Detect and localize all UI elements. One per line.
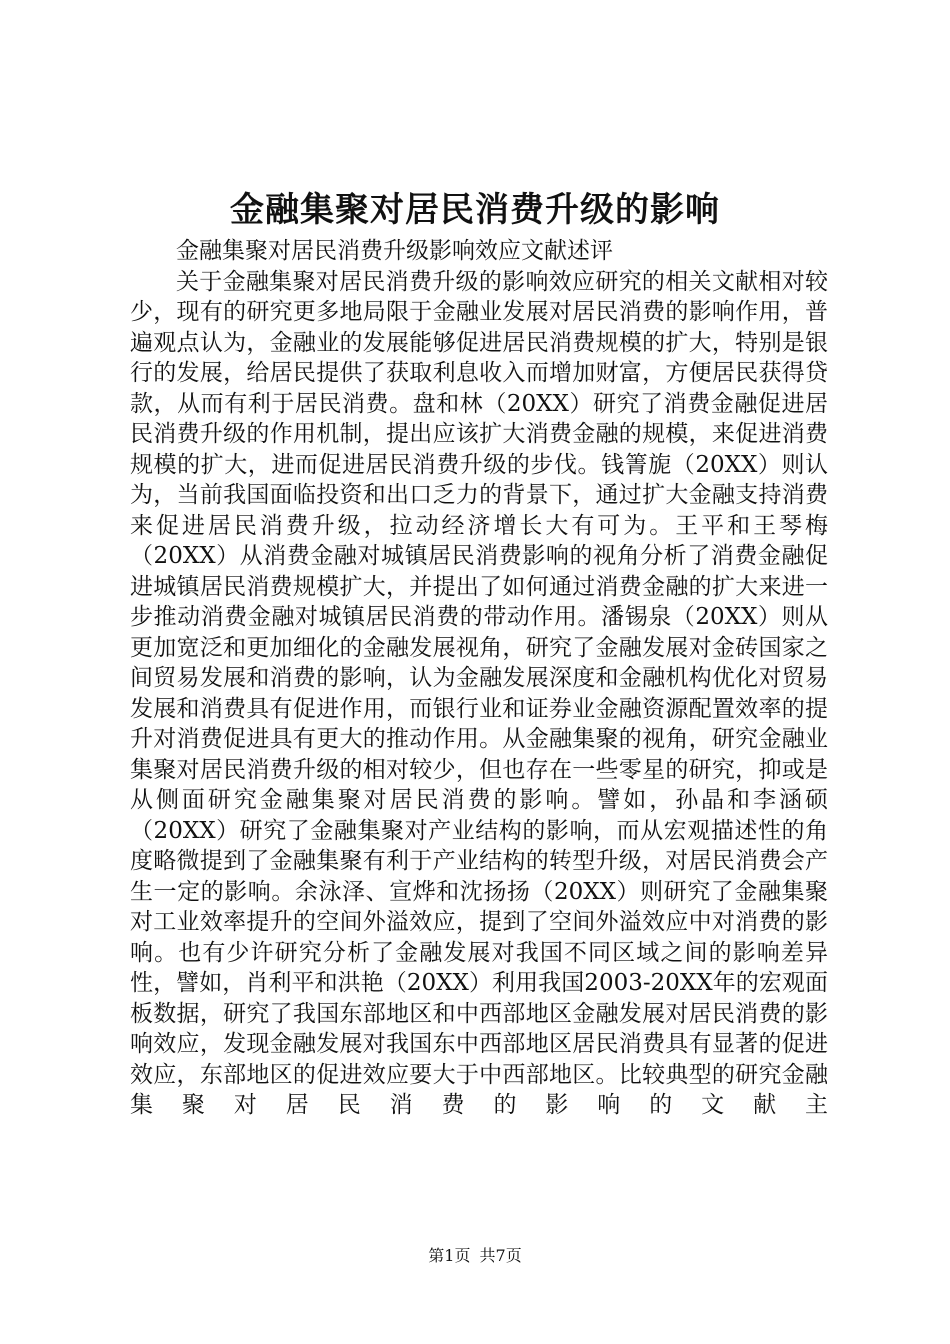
document-subtitle: 金融集聚对居民消费升级影响效应文献述评 xyxy=(176,238,613,264)
page-total: 共7页 xyxy=(479,1246,522,1265)
page-number: 第1页 xyxy=(428,1246,471,1265)
body-paragraph: 关于金融集聚对居民消费升级的影响效应研究的相关文献相对较少，现有的研究更多地局限于金融业发展对居民消费的影响作用，普遍观点认为，金融业的发展能够促进居民消费规模的扩大，特别是银行的发展，给居民提供了获取利息收入而增加财富，方便居民获得贷款，从而有利于居民消费。盘和林（20XX）研究了消费金融促进居民消费升级的作用机制，提出应该扩大消费金融的规模，来促进消费规模的扩大，进而促进居民消费升级的步伐。钱箐旎（20XX）则认为，当前我国面临投资和出口乏力的背景下，通过扩大金融支持消费来促进居民消费升级，拉动经济增长大有可为。王平和王琴梅（20XX）从消费金融对城镇居民消费影响的视角分析了消费金融促进城镇居民消费规模扩大，并提出了如何通过消费金融的扩大来进一步推动消费金融对城镇居民消费的带动作用。潘锡泉（20XX）则从更加宽泛和更加细化的金融发展视角，研究了金融发展对金砖国家之间贸易发展和消费的影响，认为金融发展深度和金融机构优化对贸易发展和消费具有促进作用，而银行业和证券业金融资源配置效率的提升对消费促进具有更大的推动作用。从金融集聚的视角，研究金融业集聚对居民消费升级的相对较少，但也存在一些零星的研究，抑或是从侧面研究金融集聚对居民消费的影响。譬如，孙晶和李涵硕（20XX）研究了金融集聚对产业结构的影响，而从宏观描述性的角度略微提到了金融集聚有利于产业结构的转型升级，对居民消费会产生一定的影响。余泳泽、宣烨和沈扬扬（20XX）则研究了金融集聚对工业效率提升的空间外溢效应，提到了空间外溢效应中对消费的影响。也有少许研究分析了金融发展对我国不同区域之间的影响差异性，譬如，肖利平和洪艳（20XX）利用我国2003-20XX年的宏观面板数据，研究了我国东部地区和中西部地区金融发展对居民消费的影响效应，发现金融发展对我国东中西部地区居民消费具有显著的促进效应，东部地区的促进效应要大于中西部地区。比较典型的研究金融集聚对居民消费的影响的文献主 xyxy=(130,268,828,1118)
page-footer xyxy=(0,1245,950,1267)
document-title: 金融集聚对居民消费升级的影响 xyxy=(230,190,720,230)
document-body xyxy=(130,236,828,1121)
